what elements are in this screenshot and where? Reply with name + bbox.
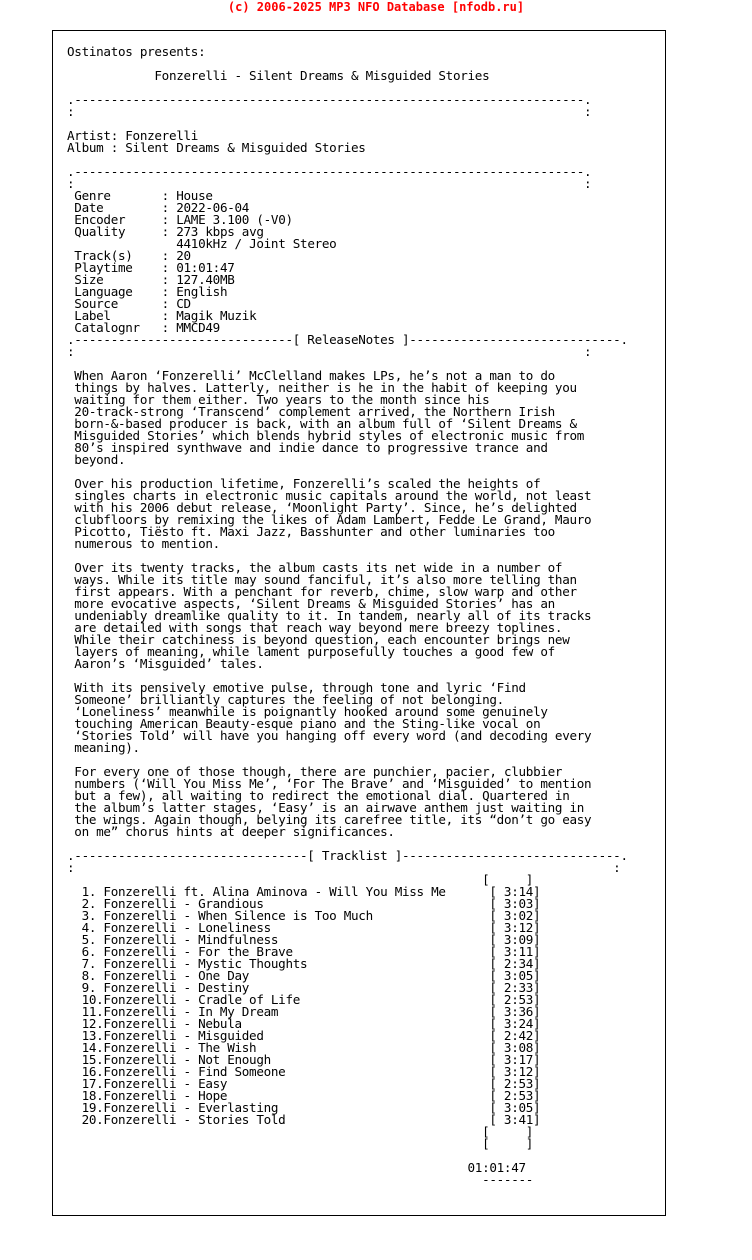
site-banner: (c) 2006-2025 MP3 NFO Database [nfodb.ru] bbox=[227, 0, 525, 14]
notes-line: When Aaron ‘Fonzerelli’ McClelland makes LPs, he’s not a man to do bbox=[74, 368, 555, 383]
track-row: 12.Fonzerelli - Nebula [ 3:24] bbox=[67, 1016, 541, 1031]
info-label: Label : Magik Muzik bbox=[74, 308, 257, 323]
notes-line: touching American Beauty-esque piano and the Sting-like vocal on bbox=[74, 716, 541, 731]
info-quality-2: 4410kHz / Joint Stereo bbox=[74, 236, 337, 251]
notes-line: ‘Stories Told’ will have you hanging off every word (and decoding every bbox=[74, 728, 592, 743]
release-title-text: Fonzerelli - Silent Dreams & Misguided Stories bbox=[154, 68, 490, 83]
track-row: 1. Fonzerelli ft. Alina Aminova - Will You Miss Me [ 3:14] bbox=[67, 884, 541, 899]
notes-line: singles charts in electronic music capitals around the world, not least bbox=[74, 488, 592, 503]
info-genre: Genre : House bbox=[74, 188, 213, 203]
box-top-1: .----------------------------------------------------------------------. bbox=[67, 92, 592, 107]
track-row: 8. Fonzerelli - One Day [ 3:05] bbox=[67, 968, 541, 983]
track-row: 6. Fonzerelli - For the Brave [ 3:11] bbox=[67, 944, 541, 959]
notes-line: but a few), all waiting to redirect the emotional dial. Quartered in bbox=[74, 788, 570, 803]
track-row: 3. Fonzerelli - When Silence is Too Much [ 3:02] bbox=[67, 908, 541, 923]
box-side-1: : : bbox=[67, 104, 592, 119]
empty-bracket: [ ] bbox=[67, 1124, 534, 1139]
info-catalognr: Catalognr : MMCD49 bbox=[74, 320, 220, 335]
info-tracks: Track(s) : 20 bbox=[74, 248, 191, 263]
info-encoder: Encoder : LAME 3.100 (-V0) bbox=[74, 212, 293, 227]
info-language: Language : English bbox=[74, 284, 228, 299]
notes-line: 80’s inspired synthwave and indie dance to progressive trance and bbox=[74, 440, 548, 455]
notes-line: born-&-based producer is back, with an album full of ‘Silent Dreams & bbox=[74, 416, 577, 431]
notes-line: the wings. Again though, belying its carefree title, its “don’t go easy bbox=[74, 812, 592, 827]
track-row: 19.Fonzerelli - Everlasting [ 3:05] bbox=[67, 1100, 541, 1115]
tracklist-side: : : bbox=[67, 860, 621, 875]
info-source: Source : CD bbox=[74, 296, 191, 311]
notes-line: layers of meaning, while lament purposefully touches a good few of bbox=[74, 644, 555, 659]
notes-line: numbers (‘Will You Miss Me’, ‘For The Brave’ and ‘Misguided’ to mention bbox=[74, 776, 592, 791]
total-time: 01:01:47 bbox=[67, 1160, 526, 1175]
notes-line: For every one of those though, there are punchier, pacier, clubbier bbox=[74, 764, 563, 779]
notes-line: Over his production lifetime, Fonzerelli’s scaled the heights of bbox=[74, 476, 541, 491]
notes-line: Aaron’s ‘Misguided’ tales. bbox=[74, 656, 264, 671]
empty-bracket: [ ] bbox=[67, 872, 534, 887]
info-playtime: Playtime : 01:01:47 bbox=[74, 260, 235, 275]
notes-line: ways. While its title may sound fanciful, it’s also more telling than bbox=[74, 572, 577, 587]
album-line: Album : Silent Dreams & Misguided Stories bbox=[67, 140, 366, 155]
notes-line: numerous to mention. bbox=[74, 536, 220, 551]
info-size: Size : 127.40MB bbox=[74, 272, 235, 287]
artist-line: Artist: Fonzerelli bbox=[67, 128, 199, 143]
nfo-text bbox=[67, 46, 628, 1186]
notes-line: Picotto, Tiësto ft. Maxi Jazz, Basshunter and other luminaries too bbox=[74, 524, 555, 539]
track-row: 17.Fonzerelli - Easy [ 2:53] bbox=[67, 1076, 541, 1091]
notes-line: on me” chorus hints at deeper significances. bbox=[74, 824, 395, 839]
notes-line: beyond. bbox=[74, 452, 126, 467]
track-row: 18.Fonzerelli - Hope [ 2:53] bbox=[67, 1088, 541, 1103]
notes-line: clubfloors by remixing the likes of Adam Lambert, Fedde Le Grand, Mauro bbox=[74, 512, 592, 527]
notes-line: the album’s latter stages, ‘Easy’ is an airwave anthem just waiting in bbox=[74, 800, 585, 815]
notes-line: meaning). bbox=[74, 740, 140, 755]
track-row: 4. Fonzerelli - Loneliness [ 3:12] bbox=[67, 920, 541, 935]
track-row: 2. Fonzerelli - Grandious [ 3:03] bbox=[67, 896, 541, 911]
track-row: 15.Fonzerelli - Not Enough [ 3:17] bbox=[67, 1052, 541, 1067]
release-notes-header: .------------------------------[ ReleaseNotes ]-----------------------------. bbox=[67, 332, 628, 347]
notes-line: with his 2006 debut release, ‘Moonlight Party’. Since, he’s delighted bbox=[74, 500, 577, 515]
info-date: Date : 2022-06-04 bbox=[74, 200, 250, 215]
release-title bbox=[67, 68, 154, 83]
notes-line: 20-track-strong ‘Transcend’ complement arrived, the Northern Irish bbox=[74, 404, 555, 419]
notes-line: While their catchiness is beyond question, each encounter brings new bbox=[74, 632, 570, 647]
notes-line: ‘Loneliness’ meanwhile is poignantly hooked around some genuinely bbox=[74, 704, 548, 719]
track-row: 13.Fonzerelli - Misguided [ 2:42] bbox=[67, 1028, 541, 1043]
box-top-2: .----------------------------------------------------------------------. bbox=[67, 164, 592, 179]
track-row: 11.Fonzerelli - In My Dream [ 3:36] bbox=[67, 1004, 541, 1019]
box-side-3: : : bbox=[67, 344, 592, 359]
track-row: 20.Fonzerelli - Stories Told [ 3:41] bbox=[67, 1112, 541, 1127]
info-quality: Quality : 273 kbps avg bbox=[74, 224, 264, 239]
notes-line: first appears. With a penchant for reverb, chime, slow warp and other bbox=[74, 584, 577, 599]
notes-line: undeniably dreamlike quality to it. In tandem, nearly all of its tracks bbox=[74, 608, 592, 623]
tracklist-header: .--------------------------------[ Tracklist ]------------------------------. bbox=[67, 848, 628, 863]
notes-line: Someone’ brilliantly captures the feeling of not belonging. bbox=[74, 692, 504, 707]
track-row: 9. Fonzerelli - Destiny [ 2:33] bbox=[67, 980, 541, 995]
total-rule: ------- bbox=[67, 1172, 534, 1187]
box-side-2: : : bbox=[67, 176, 592, 191]
notes-line: waiting for them either. Two years to the month since his bbox=[74, 392, 490, 407]
track-row: 16.Fonzerelli - Find Someone [ 3:12] bbox=[67, 1064, 541, 1079]
track-row: 10.Fonzerelli - Cradle of Life [ 2:53] bbox=[67, 992, 541, 1007]
notes-line: things by halves. Latterly, neither is he in the habit of keeping you bbox=[74, 380, 577, 395]
track-row: 5. Fonzerelli - Mindfulness [ 3:09] bbox=[67, 932, 541, 947]
notes-line: are detailed with songs that reach way beyond mere breezy toplines. bbox=[74, 620, 563, 635]
track-row: 14.Fonzerelli - The Wish [ 3:08] bbox=[67, 1040, 541, 1055]
track-row: 7. Fonzerelli - Mystic Thoughts [ 2:34] bbox=[67, 956, 541, 971]
notes-line: With its pensively emotive pulse, through tone and lyric ‘Find bbox=[74, 680, 526, 695]
notes-line: Over its twenty tracks, the album casts its net wide in a number of bbox=[74, 560, 563, 575]
notes-line: more evocative aspects, ‘Silent Dreams & Misguided Stories’ has an bbox=[74, 596, 555, 611]
notes-line: Misguided Stories’ which blends hybrid styles of electronic music from bbox=[74, 428, 585, 443]
presents-line: Ostinatos presents: bbox=[67, 44, 206, 59]
empty-bracket: [ ] bbox=[67, 1136, 534, 1151]
nfo-frame bbox=[52, 30, 666, 1216]
